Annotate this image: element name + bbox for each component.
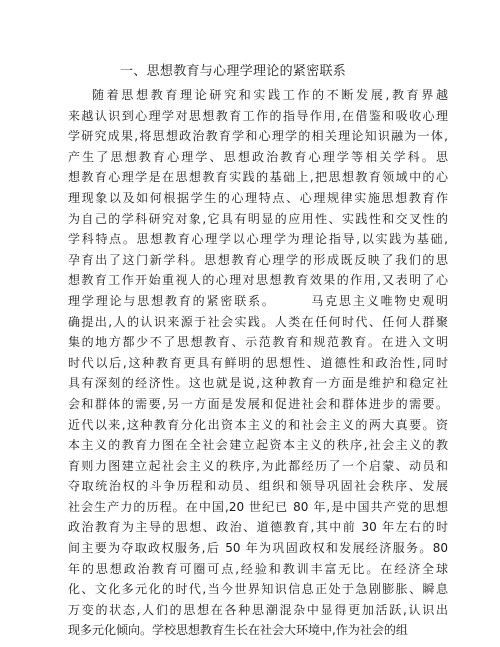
text-line: 育则力图建立起社会主义的秩序,为此都经历了一个启蒙、动员和 — [68, 458, 448, 473]
text-line: 来越认识到心理学对思想教育工作的指导作用,在借鉴和吸收心理 — [68, 108, 448, 123]
text-line: 理学理论与思想教育的紧密联系。 马克思主义唯物史观明 — [68, 293, 448, 308]
text-line: 为自己的学科研究对象,它具有明显的应用性、实践性和交叉性的 — [68, 211, 448, 226]
text-line: 政治教育为主导的思想、政治、道德教育,其中前 30 年左右的时 — [68, 520, 448, 535]
text-line: 时代以后,这种教育更具有鲜明的思想性、道德性和政治性,同时 — [68, 355, 448, 370]
text-line: 集的地方都少不了思想教育、示范教育和规范教育。在进入文明 — [68, 335, 448, 350]
text-line: 随着思想教育理论研究和实践工作的不断发展,教育界越 — [92, 88, 448, 102]
text-line: 近代以来,这种教育分化出资本主义的和社会主义的两大真要。资 — [68, 417, 448, 432]
section-heading: 一、思想教育与心理学理论的紧密联系 — [120, 64, 347, 79]
text-line: 学研究成果,将思想政治教育学和心理学的相关理论知识融为一体, — [68, 129, 448, 144]
text-line: 本主义的教育力图在全社会建立起资本主义的秩序,社会主义的教 — [68, 438, 448, 453]
text-line: 化、文化多元化的时代,当今世界知识信息正处于急剧膨胀、瞬息 — [68, 582, 448, 597]
text-line: 理现象以及如何根据学生的心理特点、心理规律实施思想教育作 — [68, 190, 448, 205]
text-line: 想教育工作开始重视人的心理对思想教育效果的作用,又表明了心 — [68, 273, 448, 288]
text-line: 确提出,人的认识来源于社会实践。人类在任何时代、任何人群聚 — [68, 314, 448, 329]
text-line: 现多元化倾向。学校思想教育生长在社会大环境中,作为社会的组 — [68, 623, 408, 638]
text-line: 具有深刻的经济性。这也就是说,这种教育一方面是维护和稳定社 — [68, 376, 448, 391]
text-line: 夺取统治权的斗争历程和动员、组织和领导巩固社会秩序、发展 — [68, 479, 448, 494]
text-line: 社会生产力的历程。在中国,20 世纪已 80 年,是中国共产党的思想 — [68, 499, 448, 514]
text-line: 间主要为夺取政权服务,后 50 年为巩固政权和发展经济服务。80 — [68, 541, 448, 556]
body-text — [68, 85, 448, 641]
text-line: 万变的状态,人们的思想在各种思潮混杂中显得更加活跃,认识出 — [68, 602, 448, 617]
text-line: 年的思想政治教育可圈可点,经验和教训丰富无比。在经济全球 — [68, 561, 448, 576]
text-line: 想教育心理学是在思想教育实践的基础上,把思想教育领域中的心 — [68, 170, 448, 185]
text-line: 学科特点。思想教育心理学以心理学为理论指导,以实践为基础, — [68, 232, 448, 247]
text-line: 产生了思想教育心理学、思想政治教育心理学等相关学科。思 — [68, 149, 448, 164]
text-line: 会和群体的需要,另一方面是发展和促进社会和群体进步的需要。 — [68, 396, 448, 411]
text-line: 孕育出了这门新学科。思想教育心理学的形成既反映了我们的思 — [68, 252, 448, 267]
